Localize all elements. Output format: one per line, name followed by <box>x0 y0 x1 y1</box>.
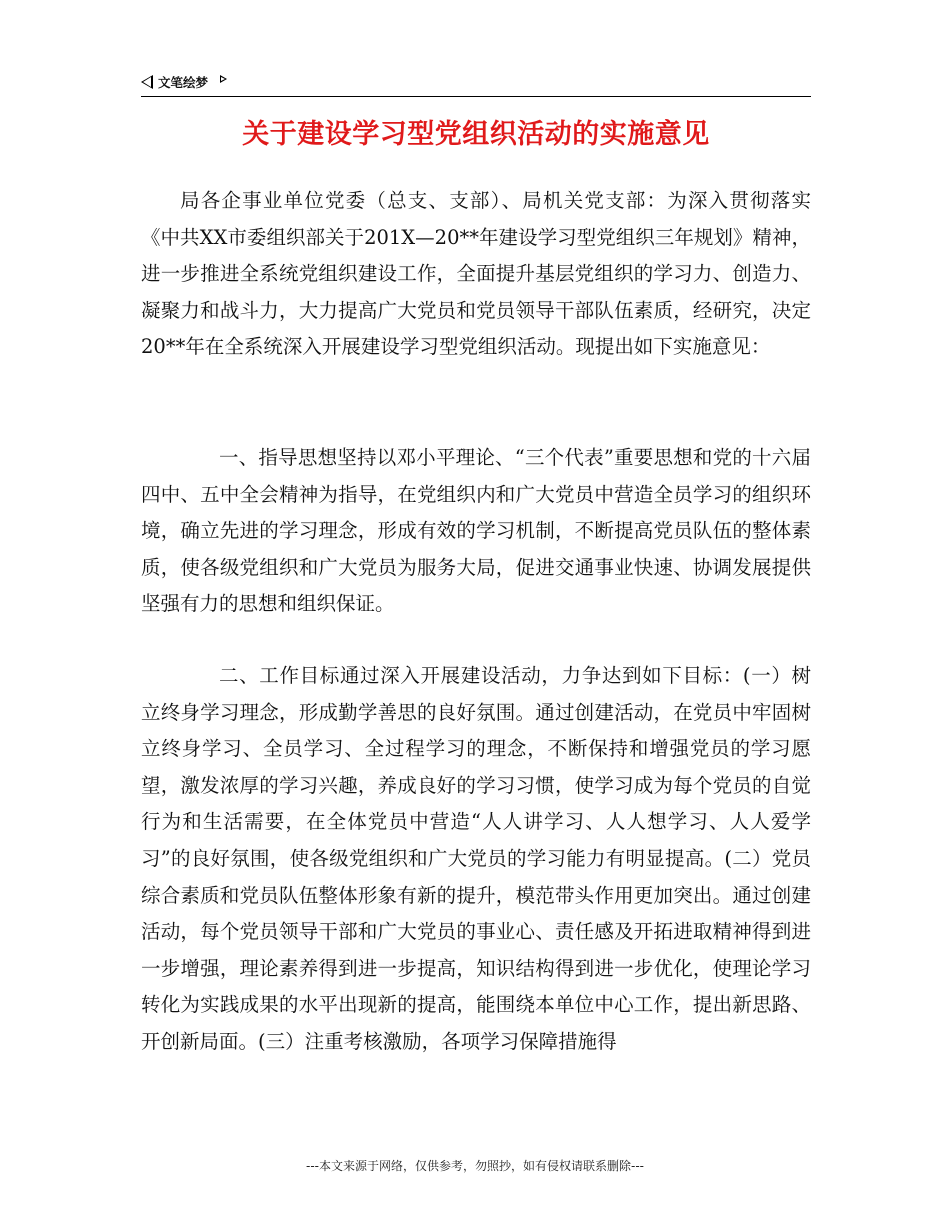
paragraph-salutation: 局各企事业单位党委（总支、支部）、局机关党支部：为深入贯彻落实《中共XX市委组织部关于201X—20**年建设学习型党组织三年规划》精神，进一步推进全系统党组织建设工作，全面提升基层党组织的学习力、创造力、凝聚力和战斗力，大力提高广大党员和党员领导干部队伍素质，经研究，决定20**年在全系统深入开展建设学习型党组织活动。现提出如下实施意见： <box>141 189 811 359</box>
paragraph-guiding-ideology: 一、指导思想坚持以邓小平理论、“三个代表”重要思想和党的十六届四中、五中全会精神为指导，在党组织内和广大党员中营造全员学习的组织环境，确立先进的学习理念，形成有效的学习机制，不断提高党员队伍的整体素质，使各级党组织和广大党员为服务大局，促进交通事业快速、协调发展提供坚强有力的思想和组织保证。 <box>141 446 811 616</box>
triangle-right-outline-icon <box>220 75 227 83</box>
brand-text: 文笔绘梦 <box>158 75 209 90</box>
paragraph-work-goals: 二、工作目标通过深入开展建设活动，力争达到如下目标：(一）树立终身学习理念，形成勤学善思的良好氛围。通过创建活动，在党员中牢固树立终身学习、全员学习、全过程学习的理念，不断保持和增强党员的学习愿望，激发浓厚的学习兴趣，养成良好的学习习惯，使学习成为每个党员的自觉行为和生活需要，在全体党员中营造“人人讲学习、人人想学习、人人爱学习”的良好氛围，使各级党组织和广大党员的学习能力有明显提高。(二）党员综合素质和党员队伍整体形象有新的提升，模范带头作用更加突出。通过创建活动，每个党员领导干部和广大党员的事业心、责任感及开拓进取精神得到进一步增强，理论素养得到进一步提高，知识结构得到进一步优化，使理论学习转化为实践成果的水平出现新的提高，能围绕本单位中心工作，提出新思路、开创新局面。(三）注重考核激励，各项学习保障措施得 <box>141 664 811 1053</box>
header-bar <box>141 70 811 97</box>
brand-label <box>141 72 227 92</box>
triangle-left-outline-icon <box>141 75 153 89</box>
footer-disclaimer: ---本文来源于网络，仅供参考，勿照抄，如有侵权请联系删除--- <box>306 1159 644 1173</box>
document-title: 关于建设学习型党组织活动的实施意见 <box>242 119 710 150</box>
